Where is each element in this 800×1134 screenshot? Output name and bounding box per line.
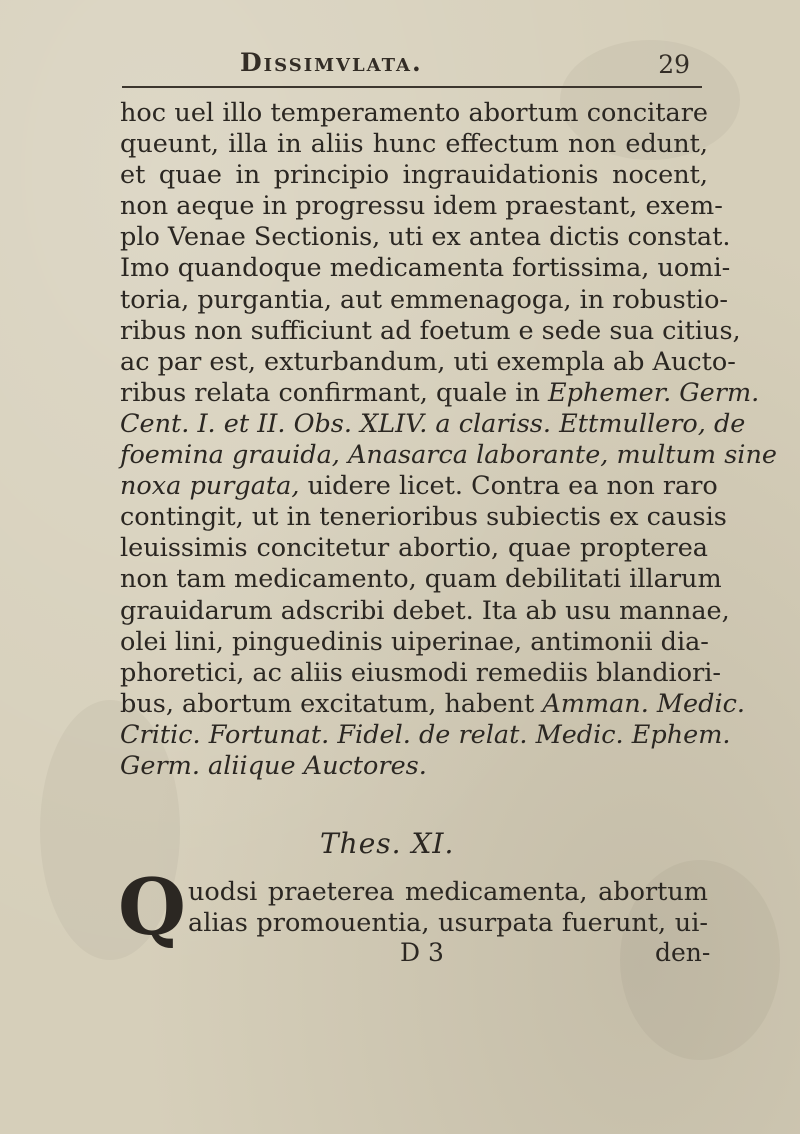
running-title: Dissimvlata.: [240, 48, 423, 77]
text-span: bus, abortum excitatum, habent: [120, 688, 543, 719]
text-line: Imo quandoque medicamenta fortissima, uomi-: [120, 253, 731, 284]
text-span: uidere licet. Contra ea non raro: [299, 471, 718, 502]
main-text: [120, 98, 777, 782]
text-line: contingit, ut in tenerioribus subiectis ex causis: [120, 502, 727, 533]
citation-line: Cent. I. et II. Obs. XLIV. a clariss. Ettmullero, de: [120, 408, 746, 439]
citation-italic: noxa purgata,: [120, 471, 300, 502]
text-line: uodsi praeterea medicamenta, abortum: [188, 877, 708, 907]
text-line: phoretici, ac aliis eiusmodi remediis blandiori-: [120, 657, 722, 688]
header-rule: [122, 86, 702, 88]
text-line: plo Venae Sectionis, uti ex antea dictis constat.: [120, 222, 731, 253]
text-line: non tam medicamento, quam debilitati illarum: [120, 564, 722, 595]
citation-italic: Ephemer. Germ.: [547, 377, 760, 408]
text-span: ribus relata confirmant, quale in: [120, 377, 548, 408]
signature-mark: D 3: [400, 938, 444, 967]
text-line: [120, 471, 718, 502]
page-number: 29: [658, 50, 690, 79]
text-line: grauidarum adscribi debet. Ita ab usu mannae,: [120, 595, 730, 626]
citation-line: Germ. aliique Auctores.: [120, 750, 427, 781]
text-line: alias promouentia, usurpata fuerunt, ui-: [188, 908, 708, 938]
citation-line: foemina grauida, Anasarca laborante, multum sine: [120, 440, 777, 471]
citation-italic: Amman. Medic.: [542, 688, 745, 719]
drop-cap: [118, 862, 186, 953]
text-line: ac par est, exturbandum, uti exempla ab Aucto-: [120, 346, 736, 377]
text-line: [120, 688, 745, 720]
thesis-heading: Thes. XI.: [320, 827, 455, 860]
citation-line: Critic. Fortunat. Fidel. de relat. Medic. Ephem.: [120, 719, 731, 750]
text-line: hoc uel illo temperamento abortum concitare: [120, 98, 708, 128]
text-line: et quae in principio ingrauidationis nocent,: [120, 160, 708, 191]
text-line: leuissimis concitetur abortio, quae propterea: [120, 533, 708, 564]
drop-cap-letter: Q: [118, 862, 186, 953]
text-line: toria, purgantia, aut emmenagoga, in robustio-: [120, 284, 729, 315]
text-line: olei lini, pinguedinis uiperinae, antimonii dia-: [120, 626, 709, 657]
text-line: [120, 377, 760, 409]
text-line: ribus non sufficiunt ad foetum e sede sua citius,: [120, 315, 741, 346]
catchword: den-: [655, 938, 711, 967]
text-line: queunt, illa in aliis hunc effectum non edunt,: [120, 129, 708, 160]
text-line: non aeque in progressu idem praestant, exem-: [120, 191, 723, 222]
running-header: [80, 42, 712, 88]
